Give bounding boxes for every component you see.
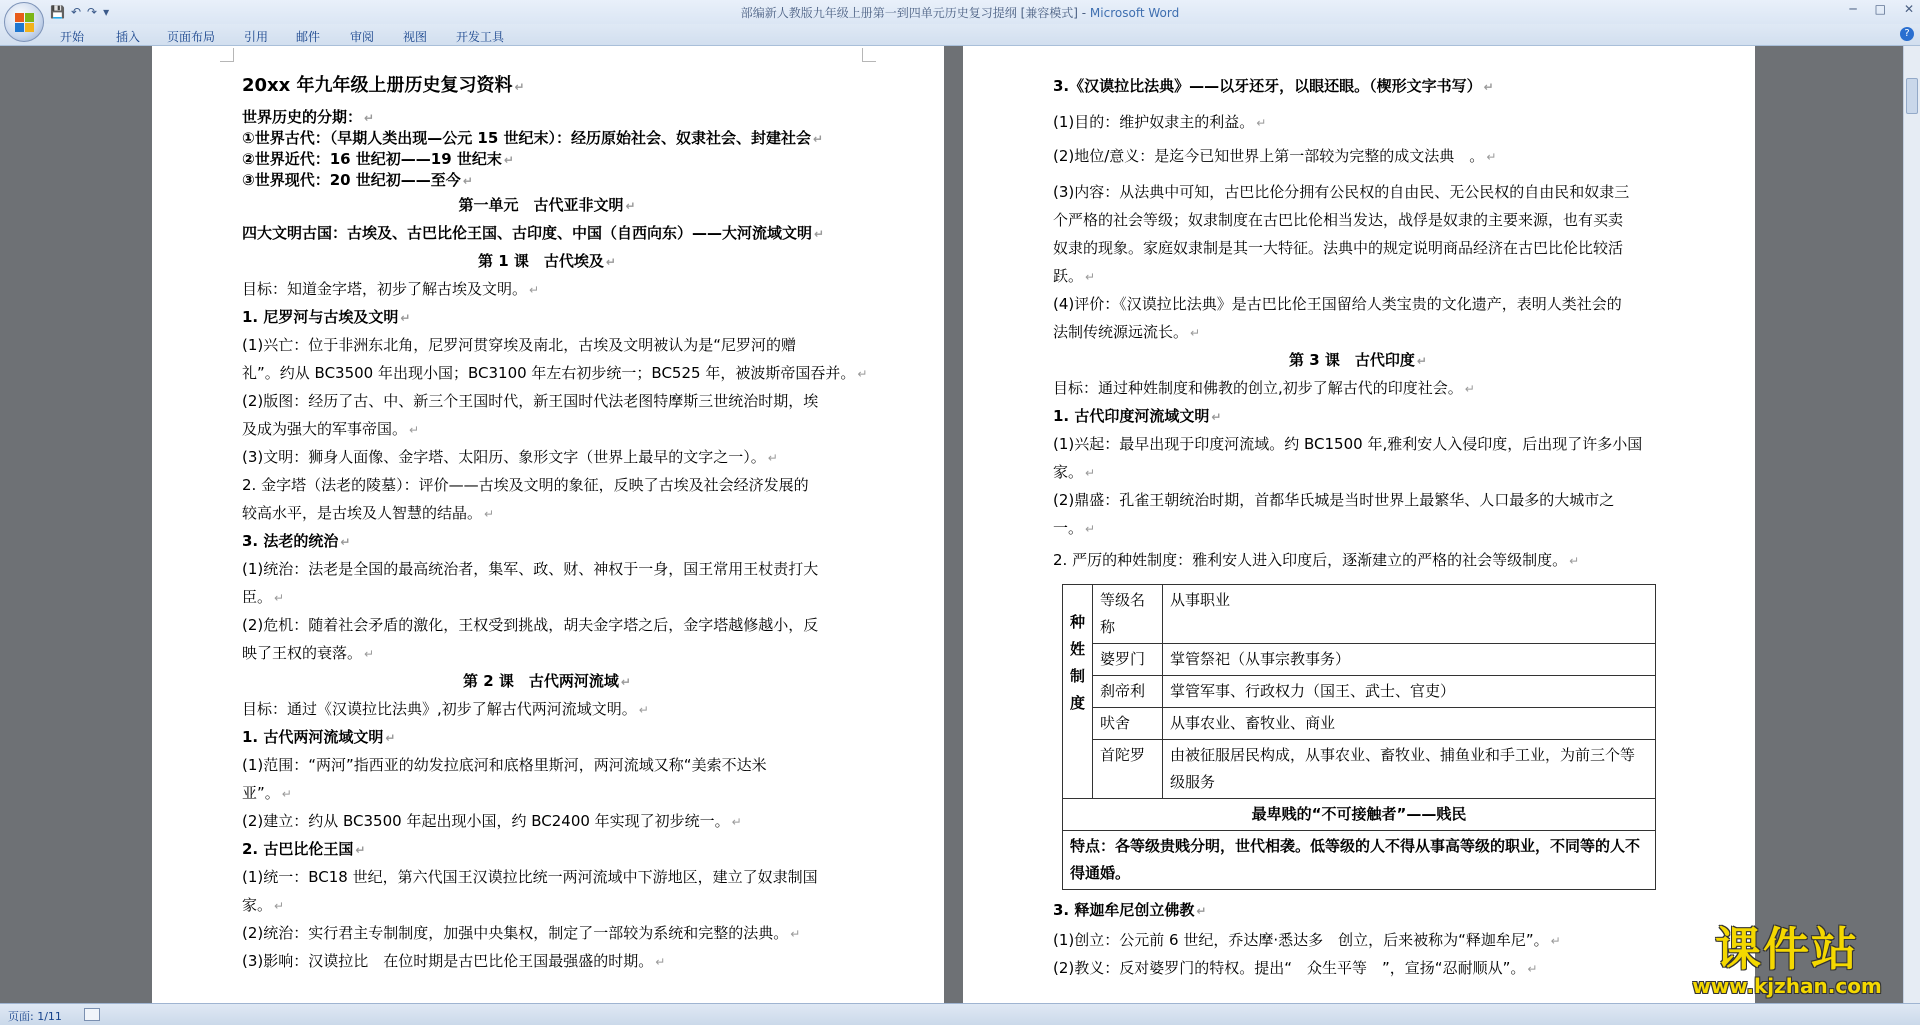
- doc-line: (2)版图：经历了古、中、新三个王国时代，新王国时代法老图特摩斯三世统治时期，埃: [242, 392, 819, 410]
- doc-line: 法制传统源远流长。 ↵: [1053, 323, 1201, 341]
- doc-line: 及成为强大的军事帝国。 ↵: [242, 420, 420, 438]
- doc-line: 世界历史的分期： ↵: [242, 108, 375, 126]
- tab-insert[interactable]: 插入: [116, 30, 141, 44]
- doc-line: (2)鼎盛：孔雀王朝统治时期，首都华氏城是当时世界上最繁华、人口最多的大城市之: [1053, 491, 1615, 509]
- vertical-scrollbar[interactable]: [1903, 46, 1920, 1003]
- window-controls: [1849, 2, 1914, 16]
- table-side-label: 种 姓 制 度: [1063, 585, 1093, 799]
- doc-line: (2)教义：反对婆罗门的特权。提出“ 众生平等 ”，宣扬“忍耐顺从”。 ↵: [1053, 959, 1538, 977]
- doc-line: (3)文明：狮身人面像、金字塔、太阳历、象形文字（世界上最早的文字之一）。 ↵: [242, 448, 778, 466]
- doc-line: (1)兴起：最早出现于印度河流域。约 BC1500 年,雅利安人入侵印度，后出现了许多小国: [1053, 435, 1643, 453]
- doc-line: 目标：知道金字塔，初步了解古埃及文明。 ↵: [242, 280, 540, 298]
- table-header-cell[interactable]: 等级名称: [1093, 585, 1163, 644]
- app-name: Microsoft Word: [1089, 6, 1180, 20]
- watermark-logo: [1672, 924, 1902, 998]
- doc-line: (2)地位/意义：是迄今已知世界上第一部较为完整的成文法典 。 ↵: [1053, 147, 1497, 165]
- doc-line: 较高水平，是古埃及人智慧的结晶。 ↵: [242, 504, 495, 522]
- doc-line: 1. 尼罗河与古埃及文明 ↵: [242, 308, 411, 326]
- caste-system-table: [1062, 584, 1656, 890]
- doc-line: ①世界古代：（早期人类出现—公元 15 世纪末）：经历原始社会、奴隶社会、封建社会 ↵: [242, 129, 824, 147]
- document-workspace: [0, 46, 1920, 1003]
- tab-home[interactable]: 开始: [60, 30, 85, 44]
- doc-line: 礼”。约从 BC3500 年出现小国；BC3100 年左右初步统一；BC525 年，被波斯帝国吞并。 ↵: [242, 364, 868, 382]
- table-header-cell[interactable]: 从事职业: [1163, 585, 1656, 644]
- table-cell[interactable]: 吠舍: [1093, 708, 1163, 740]
- tab-page-layout[interactable]: 页面布局: [167, 30, 216, 44]
- doc-line: 亚”。 ↵: [242, 784, 292, 802]
- doc-line: (1)目的：维护奴隶主的利益。 ↵: [1053, 113, 1267, 131]
- table-cell[interactable]: 刹帝利: [1093, 676, 1163, 708]
- doc-line: (3)影响：汉谟拉比 在位时期是古巴比伦王国最强盛的时期。 ↵: [242, 952, 666, 970]
- doc-line: 臣。 ↵: [242, 588, 285, 606]
- doc-line: 3. 释迦牟尼创立佛教 ↵: [1053, 901, 1207, 919]
- doc-line: 目标：通过种姓制度和佛教的创立,初步了解古代的印度社会。 ↵: [1053, 379, 1475, 397]
- redo-icon[interactable]: ↷: [87, 5, 98, 19]
- title-bar: [0, 0, 1920, 24]
- doc-line: 3.《汉谟拉比法典》——以牙还牙，以眼还眼。（楔形文字书写） ↵: [1053, 77, 1494, 95]
- table-cell[interactable]: 从事农业、畜牧业、商业: [1163, 708, 1656, 740]
- doc-line: 1. 古代两河流域文明 ↵: [242, 728, 396, 746]
- page-count[interactable]: 页面: 1/11: [8, 1010, 62, 1023]
- lesson-heading: 第 1 课 古代埃及 ↵: [478, 252, 616, 270]
- doc-line: (1)统治：法老是全国的最高统治者，集军、政、财、神权于一身，国王常用王杖责打大: [242, 560, 819, 578]
- lesson-heading: 第 2 课 古代两河流域 ↵: [463, 672, 631, 690]
- ribbon-tabs: [0, 24, 1920, 46]
- tab-view[interactable]: 视图: [403, 30, 428, 44]
- doc-line: ③世界现代：20 世纪初——至今 ↵: [242, 171, 473, 189]
- doc-line: (1)统一：BC18 世纪，第六代国王汉谟拉比统一两河流域中下游地区，建立了奴隶制国: [242, 868, 818, 886]
- document-name: 部编新人教版九年级上册第一到四单元历史复习提纲 [兼容模式] -: [740, 6, 1090, 20]
- save-icon[interactable]: 💾: [50, 5, 65, 19]
- tab-review[interactable]: 审阅: [350, 30, 375, 44]
- tab-developer[interactable]: 开发工具: [456, 30, 505, 44]
- doc-line: 奴隶的现象。家庭奴隶制是其一大特征。法典中的规定说明商品经济在古巴比伦比较活: [1053, 239, 1624, 257]
- table-cell[interactable]: 由被征服居民构成，从事农业、畜牧业、捕鱼业和手工业，为前三个等级服务: [1163, 740, 1656, 799]
- office-logo-icon: [15, 13, 35, 33]
- table-cell-feature[interactable]: 特点：各等级贵贱分明，世代相袭。低等级的人不得从事高等级的职业，不同等的人不得通婚。: [1063, 831, 1656, 890]
- table-cell-lowest[interactable]: 最卑贱的“不可接触者”——贱民: [1063, 799, 1656, 831]
- doc-line: (2)统治：实行君主专制制度，加强中央集权，制定了一部较为系统和完整的法典。 ↵: [242, 924, 801, 942]
- doc-line: 跃。 ↵: [1053, 267, 1096, 285]
- doc-line: 家。 ↵: [242, 896, 285, 914]
- doc-line: 四大文明古国：古埃及、古巴比伦王国、古印度、中国（自西向东）——大河流域文明 ↵: [242, 224, 825, 242]
- doc-line: (4)评价：《汉谟拉比法典》是古巴比伦王国留给人类宝贵的文化遗产，表明人类社会的: [1053, 295, 1622, 313]
- unit-heading: 第一单元 古代亚非文明 ↵: [458, 196, 636, 214]
- maximize-button[interactable]: □: [1874, 2, 1886, 16]
- status-bar: [0, 1003, 1920, 1025]
- window-title: [0, 4, 1920, 21]
- customize-qat-icon[interactable]: ▾: [103, 5, 110, 19]
- doc-title: 20xx 年九年级上册历史复习资料 ↵: [242, 75, 525, 96]
- doc-line: 3. 法老的统治 ↵: [242, 532, 351, 550]
- doc-line: (2)建立：约从 BC3500 年起出现小国，约 BC2400 年实现了初步统一。 ↵: [242, 812, 742, 830]
- doc-line: ②世界近代：16 世纪初——19 世纪末 ↵: [242, 150, 514, 168]
- document-page-1[interactable]: [152, 46, 944, 1003]
- doc-line: 一。 ↵: [1053, 519, 1096, 537]
- table-row: [1063, 644, 1656, 676]
- undo-icon[interactable]: ↶: [70, 5, 82, 19]
- minimize-button[interactable]: ─: [1849, 2, 1857, 16]
- doc-line: 1. 古代印度河流域文明 ↵: [1053, 407, 1222, 425]
- close-button[interactable]: ✕: [1903, 2, 1914, 16]
- doc-line: (3)内容：从法典中可知，古巴比伦分拥有公民权的自由民、无公民权的自由民和奴隶三: [1053, 183, 1630, 201]
- proofing-icon[interactable]: [84, 1008, 100, 1021]
- doc-line: 个严格的社会等级；奴隶制度在古巴比伦相当发达，战俘是奴隶的主要来源，也有买卖: [1053, 211, 1624, 229]
- doc-line: 2. 金字塔（法老的陵墓）：评价——古埃及文明的象征，反映了古埃及社会经济发展的: [242, 476, 809, 494]
- doc-line: 家。 ↵: [1053, 463, 1096, 481]
- doc-line: (1)兴亡：位于非洲东北角，尼罗河贯穿埃及南北，古埃及文明被认为是“尼罗河的赠: [242, 336, 797, 354]
- table-row: [1063, 831, 1656, 890]
- doc-line: 2. 严厉的种姓制度：雅利安人进入印度后，逐渐建立的严格的社会等级制度。 ↵: [1053, 551, 1580, 569]
- doc-line: (1)范围：“两河”指西亚的幼发拉底河和底格里斯河，两河流域又称“美索不达米: [242, 756, 767, 774]
- watermark-url: www.kjzhan.com: [1692, 974, 1882, 998]
- document-page-2[interactable]: [963, 46, 1755, 1003]
- doc-line: (1)创立：公元前 6 世纪，乔达摩·悉达多 创立，后来被称为“释迦牟尼”。 ↵: [1053, 931, 1561, 949]
- table-cell[interactable]: 首陀罗: [1093, 740, 1163, 799]
- margin-corner-mark: [862, 48, 876, 62]
- table-row: [1063, 676, 1656, 708]
- table-row: [1063, 708, 1656, 740]
- doc-line: 2. 古巴比伦王国 ↵: [242, 840, 366, 858]
- table-row: [1063, 740, 1656, 799]
- table-cell[interactable]: 婆罗门: [1093, 644, 1163, 676]
- doc-line: 目标：通过《汉谟拉比法典》,初步了解古代两河流域文明。 ↵: [242, 700, 649, 718]
- doc-line: (2)危机：随着社会矛盾的激化，王权受到挑战，胡夫金字塔之后，金字塔越修越小，反: [242, 616, 819, 634]
- watermark-title: 课件站: [1715, 922, 1859, 976]
- table-row: [1063, 799, 1656, 831]
- doc-line: 映了王权的衰落。 ↵: [242, 644, 375, 662]
- tab-references[interactable]: 引用: [244, 30, 269, 44]
- lesson-heading: 第 3 课 古代印度 ↵: [1289, 351, 1427, 369]
- office-button[interactable]: [4, 2, 44, 42]
- help-icon[interactable]: ?: [1900, 27, 1914, 41]
- table-cell[interactable]: 掌管祭祀（从事宗教事务）: [1163, 644, 1656, 676]
- scrollbar-thumb[interactable]: [1906, 78, 1918, 114]
- margin-corner-mark: [220, 48, 234, 62]
- table-cell[interactable]: 掌管军事、行政权力（国王、武士、官吏）: [1163, 676, 1656, 708]
- tab-mailings[interactable]: 邮件: [296, 30, 321, 44]
